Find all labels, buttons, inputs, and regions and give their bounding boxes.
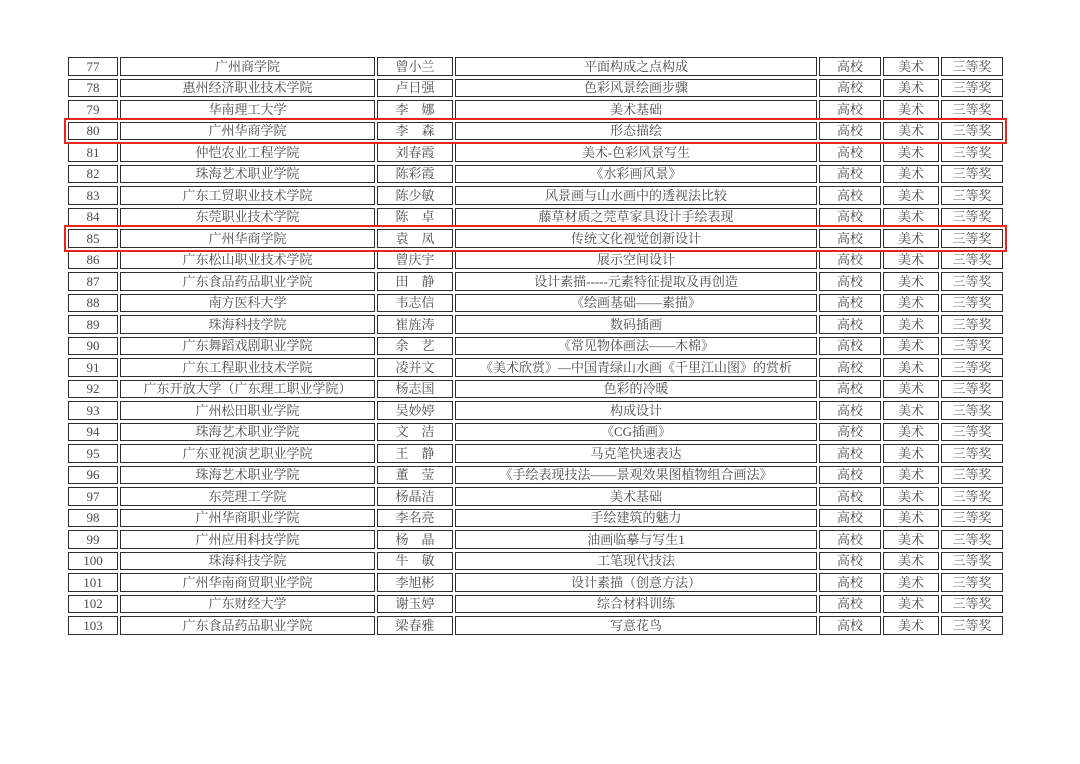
table-row: [68, 401, 1003, 420]
cell-group-category: 高校: [819, 251, 881, 270]
table-row: [68, 444, 1003, 463]
cell-subject: 美术: [883, 358, 939, 377]
cell-institution: 惠州经济职业技术学院: [120, 79, 375, 98]
cell-group-category: 高校: [819, 272, 881, 291]
cell-serial-number: 91: [68, 358, 118, 377]
cell-award: 三等奖: [941, 358, 1003, 377]
cell-subject: 美术: [883, 487, 939, 506]
cell-institution: 东莞职业技术学院: [120, 208, 375, 227]
cell-award: 三等奖: [941, 57, 1003, 76]
cell-author-name: 陈少敏: [377, 186, 453, 205]
cell-institution: 广州华商学院: [120, 122, 375, 141]
cell-group-category: 高校: [819, 100, 881, 119]
cell-work-title: 平面构成之点构成: [455, 57, 817, 76]
cell-work-title: 《CG插画》: [455, 423, 817, 442]
cell-serial-number: 94: [68, 423, 118, 442]
table-row: [68, 509, 1003, 528]
cell-institution: 广东松山职业技术学院: [120, 251, 375, 270]
cell-award: 三等奖: [941, 122, 1003, 141]
cell-institution: 广东食品药品职业学院: [120, 272, 375, 291]
cell-serial-number: 101: [68, 573, 118, 592]
cell-subject: 美术: [883, 573, 939, 592]
cell-work-title: 《水彩画风景》: [455, 165, 817, 184]
cell-work-title: 《绘画基础——素描》: [455, 294, 817, 313]
cell-institution: 南方医科大学: [120, 294, 375, 313]
cell-award: 三等奖: [941, 487, 1003, 506]
cell-author-name: 曾小兰: [377, 57, 453, 76]
cell-subject: 美术: [883, 143, 939, 162]
cell-group-category: 高校: [819, 552, 881, 571]
cell-award: 三等奖: [941, 100, 1003, 119]
cell-author-name: 王 静: [377, 444, 453, 463]
cell-group-category: 高校: [819, 401, 881, 420]
cell-serial-number: 87: [68, 272, 118, 291]
cell-group-category: 高校: [819, 573, 881, 592]
cell-award: 三等奖: [941, 337, 1003, 356]
cell-group-category: 高校: [819, 79, 881, 98]
cell-institution: 珠海艺术职业学院: [120, 423, 375, 442]
cell-author-name: 韦志信: [377, 294, 453, 313]
cell-serial-number: 88: [68, 294, 118, 313]
cell-author-name: 杨晶洁: [377, 487, 453, 506]
cell-author-name: 陈 卓: [377, 208, 453, 227]
cell-subject: 美术: [883, 100, 939, 119]
cell-work-title: 马克笔快速表达: [455, 444, 817, 463]
cell-group-category: 高校: [819, 530, 881, 549]
table-row: [68, 530, 1003, 549]
cell-institution: 珠海艺术职业学院: [120, 466, 375, 485]
cell-institution: 广东工贸职业技术学院: [120, 186, 375, 205]
cell-author-name: 袁 凤: [377, 229, 453, 248]
cell-serial-number: 93: [68, 401, 118, 420]
cell-award: 三等奖: [941, 466, 1003, 485]
table-row: [68, 573, 1003, 592]
cell-award: 三等奖: [941, 616, 1003, 635]
cell-author-name: 牛 敏: [377, 552, 453, 571]
cell-subject: 美术: [883, 595, 939, 614]
cell-award: 三等奖: [941, 251, 1003, 270]
table-row: [68, 423, 1003, 442]
table-row: [68, 251, 1003, 270]
cell-award: 三等奖: [941, 509, 1003, 528]
cell-serial-number: 96: [68, 466, 118, 485]
cell-work-title: 风景画与山水画中的透视法比较: [455, 186, 817, 205]
cell-work-title: 美术基础: [455, 487, 817, 506]
cell-institution: 广州华商学院: [120, 229, 375, 248]
cell-institution: 广州华南商贸职业学院: [120, 573, 375, 592]
award-table-body: [68, 57, 1003, 635]
cell-award: 三等奖: [941, 444, 1003, 463]
table-row: [68, 466, 1003, 485]
cell-institution: 华南理工大学: [120, 100, 375, 119]
cell-author-name: 李旭彬: [377, 573, 453, 592]
cell-serial-number: 98: [68, 509, 118, 528]
cell-group-category: 高校: [819, 229, 881, 248]
cell-serial-number: 85: [68, 229, 118, 248]
cell-award: 三等奖: [941, 229, 1003, 248]
cell-group-category: 高校: [819, 358, 881, 377]
cell-work-title: 美术-色彩风景写生: [455, 143, 817, 162]
cell-group-category: 高校: [819, 487, 881, 506]
table-row: [68, 487, 1003, 506]
cell-work-title: 《常见物体画法——木棉》: [455, 337, 817, 356]
cell-institution: 珠海科技学院: [120, 315, 375, 334]
cell-work-title: 工笔现代技法: [455, 552, 817, 571]
cell-institution: 广东食品药品职业学院: [120, 616, 375, 635]
table-row: [68, 315, 1003, 334]
cell-author-name: 杨志国: [377, 380, 453, 399]
cell-work-title: 形态描绘: [455, 122, 817, 141]
cell-subject: 美术: [883, 315, 939, 334]
table-row: [68, 272, 1003, 291]
cell-award: 三等奖: [941, 186, 1003, 205]
table-row: [68, 616, 1003, 635]
table-row: [68, 79, 1003, 98]
award-table: [66, 54, 1005, 638]
cell-award: 三等奖: [941, 423, 1003, 442]
cell-subject: 美术: [883, 79, 939, 98]
cell-institution: 仲恺农业工程学院: [120, 143, 375, 162]
cell-institution: 广州应用科技学院: [120, 530, 375, 549]
cell-serial-number: 90: [68, 337, 118, 356]
cell-subject: 美术: [883, 186, 939, 205]
cell-work-title: 手绘建筑的魅力: [455, 509, 817, 528]
cell-author-name: 田 静: [377, 272, 453, 291]
cell-serial-number: 89: [68, 315, 118, 334]
cell-work-title: 传统文化视觉创新设计: [455, 229, 817, 248]
cell-serial-number: 97: [68, 487, 118, 506]
cell-group-category: 高校: [819, 208, 881, 227]
cell-group-category: 高校: [819, 595, 881, 614]
cell-subject: 美术: [883, 401, 939, 420]
cell-work-title: 数码插画: [455, 315, 817, 334]
cell-group-category: 高校: [819, 165, 881, 184]
cell-serial-number: 100: [68, 552, 118, 571]
cell-author-name: 余 艺: [377, 337, 453, 356]
cell-serial-number: 77: [68, 57, 118, 76]
cell-author-name: 李 森: [377, 122, 453, 141]
cell-subject: 美术: [883, 552, 939, 571]
cell-author-name: 李 娜: [377, 100, 453, 119]
cell-subject: 美术: [883, 122, 939, 141]
cell-work-title: 展示空间设计: [455, 251, 817, 270]
cell-award: 三等奖: [941, 595, 1003, 614]
cell-subject: 美术: [883, 272, 939, 291]
cell-award: 三等奖: [941, 552, 1003, 571]
cell-group-category: 高校: [819, 509, 881, 528]
table-row: [68, 595, 1003, 614]
cell-institution: 广州松田职业学院: [120, 401, 375, 420]
table-row: [68, 122, 1003, 141]
cell-serial-number: 103: [68, 616, 118, 635]
cell-subject: 美术: [883, 444, 939, 463]
cell-award: 三等奖: [941, 208, 1003, 227]
cell-award: 三等奖: [941, 165, 1003, 184]
cell-serial-number: 80: [68, 122, 118, 141]
cell-serial-number: 82: [68, 165, 118, 184]
cell-author-name: 谢玉婷: [377, 595, 453, 614]
cell-subject: 美术: [883, 165, 939, 184]
cell-group-category: 高校: [819, 143, 881, 162]
cell-author-name: 凌并文: [377, 358, 453, 377]
cell-work-title: 综合材料训练: [455, 595, 817, 614]
cell-subject: 美术: [883, 294, 939, 313]
cell-author-name: 梁春雅: [377, 616, 453, 635]
table-row: [68, 229, 1003, 248]
table-row: [68, 57, 1003, 76]
cell-serial-number: 95: [68, 444, 118, 463]
table-row: [68, 186, 1003, 205]
cell-subject: 美术: [883, 208, 939, 227]
cell-award: 三等奖: [941, 79, 1003, 98]
cell-author-name: 杨 晶: [377, 530, 453, 549]
cell-group-category: 高校: [819, 444, 881, 463]
cell-institution: 珠海科技学院: [120, 552, 375, 571]
cell-award: 三等奖: [941, 272, 1003, 291]
cell-work-title: 构成设计: [455, 401, 817, 420]
cell-subject: 美术: [883, 337, 939, 356]
cell-group-category: 高校: [819, 315, 881, 334]
cell-work-title: 《手绘表现技法——景观效果图植物组合画法》: [455, 466, 817, 485]
cell-author-name: 吴妙婷: [377, 401, 453, 420]
cell-author-name: 陈彩霞: [377, 165, 453, 184]
cell-author-name: 文 洁: [377, 423, 453, 442]
cell-author-name: 董 莹: [377, 466, 453, 485]
cell-work-title: 《美术欣赏》—中国青绿山水画《千里江山图》的赏析: [455, 358, 817, 377]
cell-group-category: 高校: [819, 294, 881, 313]
cell-award: 三等奖: [941, 401, 1003, 420]
cell-institution: 广州华商职业学院: [120, 509, 375, 528]
cell-work-title: 美术基础: [455, 100, 817, 119]
cell-author-name: 刘春霞: [377, 143, 453, 162]
cell-serial-number: 86: [68, 251, 118, 270]
cell-award: 三等奖: [941, 573, 1003, 592]
cell-subject: 美术: [883, 380, 939, 399]
cell-work-title: 色彩风景绘画步骤: [455, 79, 817, 98]
cell-award: 三等奖: [941, 143, 1003, 162]
cell-group-category: 高校: [819, 380, 881, 399]
cell-serial-number: 81: [68, 143, 118, 162]
table-row: [68, 208, 1003, 227]
cell-group-category: 高校: [819, 616, 881, 635]
cell-subject: 美术: [883, 251, 939, 270]
cell-institution: 广东工程职业技术学院: [120, 358, 375, 377]
cell-institution: 广东亚视演艺职业学院: [120, 444, 375, 463]
cell-group-category: 高校: [819, 423, 881, 442]
cell-institution: 广州商学院: [120, 57, 375, 76]
cell-award: 三等奖: [941, 315, 1003, 334]
cell-serial-number: 99: [68, 530, 118, 549]
cell-institution: 广东财经大学: [120, 595, 375, 614]
cell-group-category: 高校: [819, 337, 881, 356]
cell-award: 三等奖: [941, 380, 1003, 399]
cell-serial-number: 84: [68, 208, 118, 227]
cell-institution: 珠海艺术职业学院: [120, 165, 375, 184]
cell-serial-number: 92: [68, 380, 118, 399]
cell-subject: 美术: [883, 57, 939, 76]
cell-group-category: 高校: [819, 186, 881, 205]
table-row: [68, 552, 1003, 571]
cell-subject: 美术: [883, 509, 939, 528]
table-row: [68, 294, 1003, 313]
table-row: [68, 143, 1003, 162]
cell-institution: 广东舞蹈戏剧职业学院: [120, 337, 375, 356]
cell-author-name: 曾庆宇: [377, 251, 453, 270]
table-row: [68, 100, 1003, 119]
cell-work-title: 设计素描-----元素特征提取及再创造: [455, 272, 817, 291]
cell-subject: 美术: [883, 530, 939, 549]
cell-institution: 广东开放大学（广东理工职业学院）: [120, 380, 375, 399]
cell-institution: 东莞理工学院: [120, 487, 375, 506]
cell-author-name: 李名亮: [377, 509, 453, 528]
cell-serial-number: 102: [68, 595, 118, 614]
cell-subject: 美术: [883, 229, 939, 248]
cell-group-category: 高校: [819, 122, 881, 141]
cell-serial-number: 83: [68, 186, 118, 205]
cell-serial-number: 79: [68, 100, 118, 119]
cell-award: 三等奖: [941, 530, 1003, 549]
table-row: [68, 165, 1003, 184]
cell-subject: 美术: [883, 616, 939, 635]
cell-serial-number: 78: [68, 79, 118, 98]
cell-work-title: 设计素描（创意方法）: [455, 573, 817, 592]
cell-author-name: 卢日强: [377, 79, 453, 98]
cell-author-name: 崔旌涛: [377, 315, 453, 334]
cell-group-category: 高校: [819, 57, 881, 76]
cell-group-category: 高校: [819, 466, 881, 485]
table-row: [68, 358, 1003, 377]
cell-work-title: 藤草材质之莞草家具设计手绘表现: [455, 208, 817, 227]
cell-award: 三等奖: [941, 294, 1003, 313]
table-row: [68, 337, 1003, 356]
cell-subject: 美术: [883, 466, 939, 485]
cell-work-title: 写意花鸟: [455, 616, 817, 635]
cell-work-title: 色彩的冷暖: [455, 380, 817, 399]
cell-work-title: 油画临摹与写生1: [455, 530, 817, 549]
table-row: [68, 380, 1003, 399]
cell-subject: 美术: [883, 423, 939, 442]
